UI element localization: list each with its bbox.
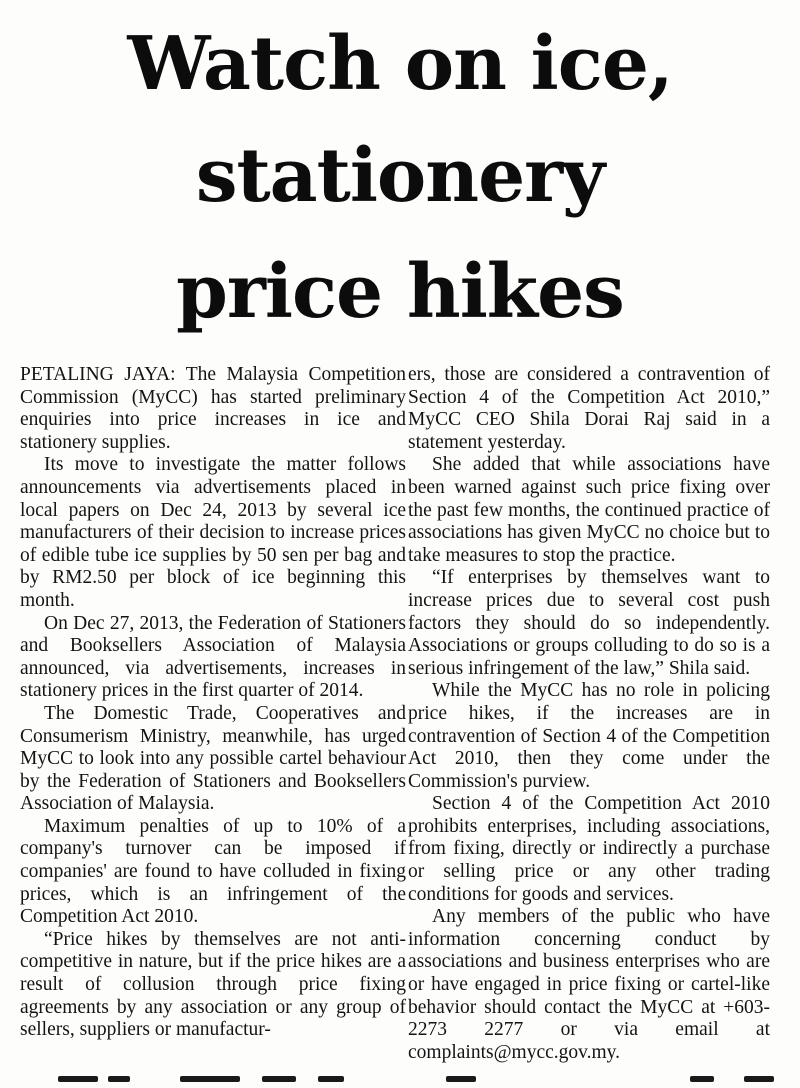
article-paragraph: The Domestic Trade, Cooperatives and Consumerism Ministry, meanwhile, has urged MyCC to look into any possible cartel behaviour by the Federation of Stationers and Booksellers Association of Malaysia. — [20, 702, 406, 815]
article-paragraph: While the MyCC has no role in policing price hikes, if the increases are in contravention of Section 4 of the Competition Act 2010, then they come under the Commission's purview. — [408, 680, 770, 792]
article-paragraph: Its move to investigate the matter follows announcements via advertisements placed in local papers on Dec 24, 2013 by several ice manufacturers of their decision to increase prices of edible tube ice supplies by 50 sen per bag and by RM2.50 per block of ice beginning this month. — [20, 454, 406, 611]
article-paragraph: She added that while associations have been warned against such price fixing over the past few months, the continued practice of associations has given MyCC no choice but to take measures to stop the practice. — [408, 454, 770, 566]
article-paragraph: On Dec 27, 2013, the Federation of Stationers and Booksellers Association of Malaysia announced, via advertisements, increases in stationery prices in the first quarter of 2014. — [20, 612, 406, 702]
article-paragraph: ers, those are considered a contravention of Section 4 of the Competition Act 2010,” MyCC CEO Shila Dorai Raj said in a statement yesterday. — [408, 364, 770, 453]
article-paragraph: Any members of the public who have information concerning conduct by associations and business enterprises who are or have engaged in price fixing or cartel-like behavior should contact the MyCC at +603-2273 2277 or via email at complaints@mycc.gov.my. — [408, 906, 770, 1063]
article-column-left — [20, 364, 406, 1042]
headline-line-2: stationery — [195, 133, 605, 219]
article-paragraph — [20, 364, 406, 454]
lead-text: The Malaysia Competition Commission (MyCC) has started preliminary enquiries into price increases in ice and stationery supplies. — [20, 364, 407, 453]
headline-line-3: price hikes — [176, 249, 624, 335]
article-paragraph: Maximum penalties of up to 10% of a company's turnover can be imposed if companies' are found to have colluded in fixing prices, which is an infringement of the Competition Act 2010. — [20, 815, 406, 928]
article-paragraph: “If enterprises by themselves want to increase prices due to several cost push factors they should do so independently. Associations or groups colluding to do so is a serious infringement of the law,” Shila said. — [408, 567, 770, 679]
article-paragraph: “Price hikes by themselves are not anti-competitive in nature, but if the price hikes are a result of collusion through price fixing agreements by any association or any group of sellers, suppliers or manufactur- — [20, 928, 406, 1041]
article-paragraph: Section 4 of the Competition Act 2010 prohibits enterprises, including associations, from fixing, directly or indirectly a purchase or selling price or any other trading conditions for goods and services. — [408, 793, 770, 905]
next-article-cropped-text — [0, 1076, 800, 1088]
article-column-right — [408, 364, 770, 1064]
dateline: PETALING JAYA: — [20, 364, 176, 385]
headline-line-1: Watch on ice, — [127, 21, 673, 107]
